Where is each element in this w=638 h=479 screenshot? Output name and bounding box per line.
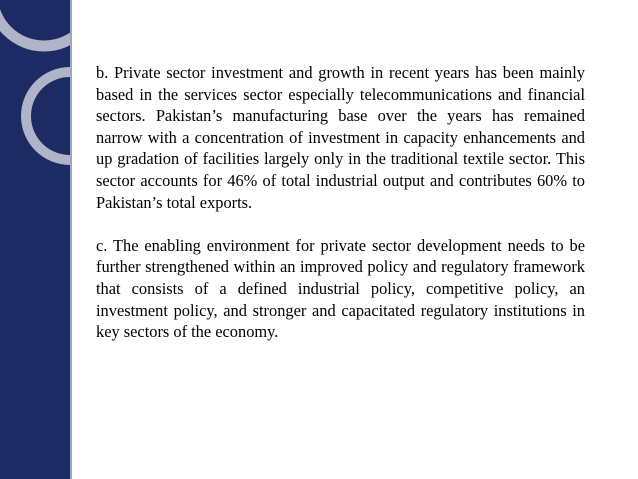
lower-ring-icon	[26, 72, 70, 160]
upper-ring-icon	[0, 0, 70, 46]
side-panel-edge	[70, 0, 72, 479]
side-panel	[0, 0, 70, 479]
paragraph-b: b. Private sector investment and growth in recent years has been mainly based in the services sector especially telecommunications and financial sectors. Pakistan’s manufacturing base over the years has remained narrow with a concentration of investment in capacity enhancements and up gradation of facilities largely only in the traditional textile sector. This sector accounts for 46% of total industrial output and contributes 60% to Pakistan’s total exports.	[96, 63, 585, 212]
ring-decorations	[0, 0, 70, 479]
slide-body	[96, 62, 585, 343]
paragraph-c: c. The enabling environment for private sector development needs to be further strengthened within an improved policy and regulatory framework that consists of a defined industrial policy, competitive policy, an investment policy, and stronger and capacitated regulatory institutions in key sectors of the economy.	[96, 235, 585, 342]
